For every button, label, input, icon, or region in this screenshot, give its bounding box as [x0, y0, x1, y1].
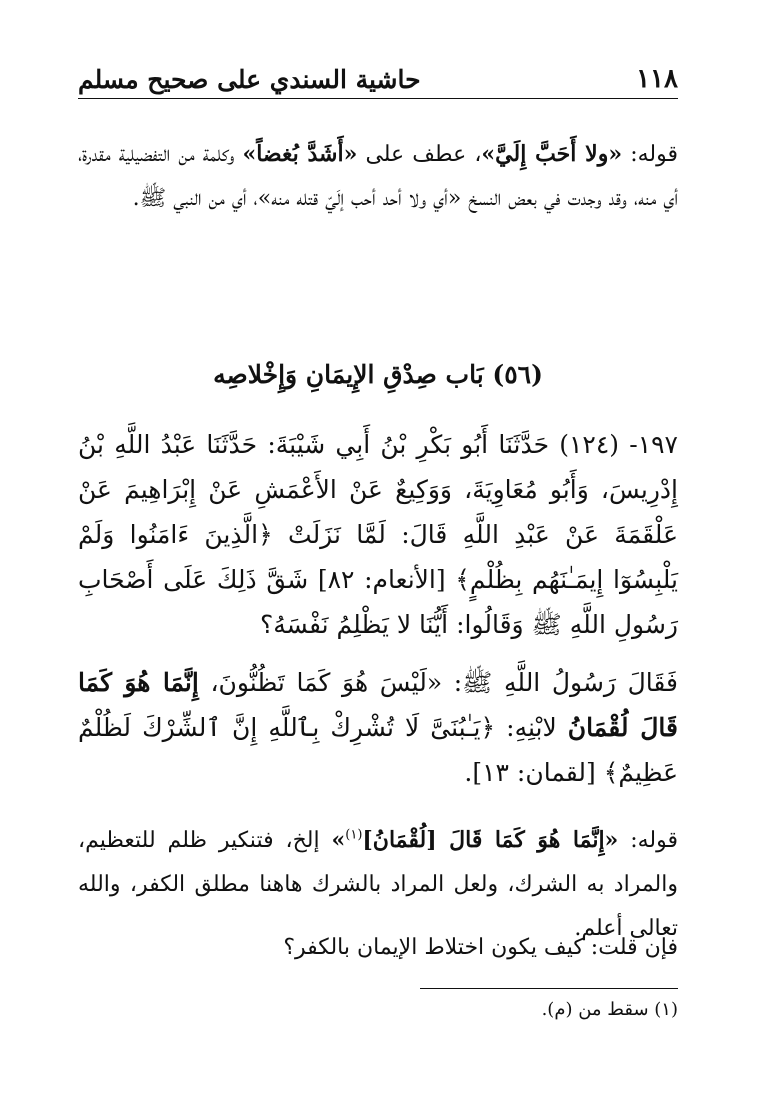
hadith-text: لابْنِهِ: ﴿يَـٰبُنَىَّ لَا تُشْرِكْ بِٱللَّهِ إِنَّ ٱلشِّرْكَ لَظُلْمٌ عَظِيمٌ﴾ [لقمان: ١٣]. [78, 713, 678, 787]
commentary-text: ، عطف على [357, 142, 482, 167]
footnote-divider [420, 988, 678, 989]
commentary-paragraph-3: فإن قلت: كيف يكون اختلاط الإيمان بالكفر؟ [283, 935, 678, 960]
page-number: ١١٨ [636, 64, 678, 94]
commentary-quote: «إِنَّمَا هُوَ كَمَا قَالَ [لُقْمَانُ] [362, 827, 619, 853]
commentary-intro: قوله: [622, 142, 678, 167]
hadith-text: فَقَالَ رَسُولُ اللَّهِ ﷺ: «لَيْسَ هُوَ كَمَا تَظُنُّونَ، [198, 668, 678, 697]
hadith-paragraph-1: ١٩٧- (١٢٤) حَدَّثَنَا أَبُو بَكْرِ بْنُ أَبِي شَيْبَةَ: حَدَّثَنَا عَبْدُ اللَّهِ بْنُ إِدْرِيسَ، وَأَبُو مُعَاوِيَةَ، وَوَكِيعٌ عَنْ الأَعْمَشِ عَنْ إِبْرَاهِيمَ عَنْ عَلْقَمَةَ عَنْ عَبْدِ اللَّهِ قَالَ: لَمَّا نَزَلَتْ ﴿الَّذِينَ ءَامَنُوا وَلَمْ يَلْبِسُوٓا إِيمَـٰنَهُم بِظُلْمٍ﴾ [الأنعام: ٨٢] شَقَّ ذَلِكَ عَلَى أَصْحَابِ رَسُولِ اللَّهِ ﷺ وَقَالُوا: أَيُّنَا لا يَظْلِمُ نَفْسَهُ؟ [78, 430, 678, 639]
hadith-paragraph-2 [78, 660, 678, 795]
commentary-quote: «ولا أَحَبَّ إِلَيَّ» [481, 141, 623, 167]
hadith-emphasis: إِنَّمَا هُوَ كَمَا قَالَ لُقْمَانُ [78, 668, 678, 742]
chapter-title: (٥٦) بَاب صِدْقِ الإِيمَانِ وَإِخْلاصِه [213, 360, 543, 389]
commentary-quote: «أَشَدَّ بُغضاً» [242, 141, 358, 167]
running-title: حاشية السندي على صحيح مسلم [78, 65, 421, 94]
commentary-intro: قوله: [618, 828, 678, 853]
header-divider [78, 98, 678, 99]
page-header [78, 58, 678, 94]
footnote: (١) سقط من (م). [541, 999, 678, 1020]
commentary-text: وكلمة من التفضيلية مقدرة، أي منه، وقد وجدت في بعض النسخ «أي ولا أحد أحب إلَيّ قتله منه»، أي من النبي ﷺ. [78, 142, 678, 211]
footnote-marker: (١) [345, 827, 363, 843]
commentary-paragraph-1 [78, 132, 678, 221]
commentary-quote-close: » [331, 827, 346, 853]
commentary-text: إلخ، فتنكير ظلم للتعظيم، والمراد به الشرك، ولعل المراد بالشرك هاهنا مطلق الكفر، والله تعالى أعلم. [78, 828, 678, 941]
